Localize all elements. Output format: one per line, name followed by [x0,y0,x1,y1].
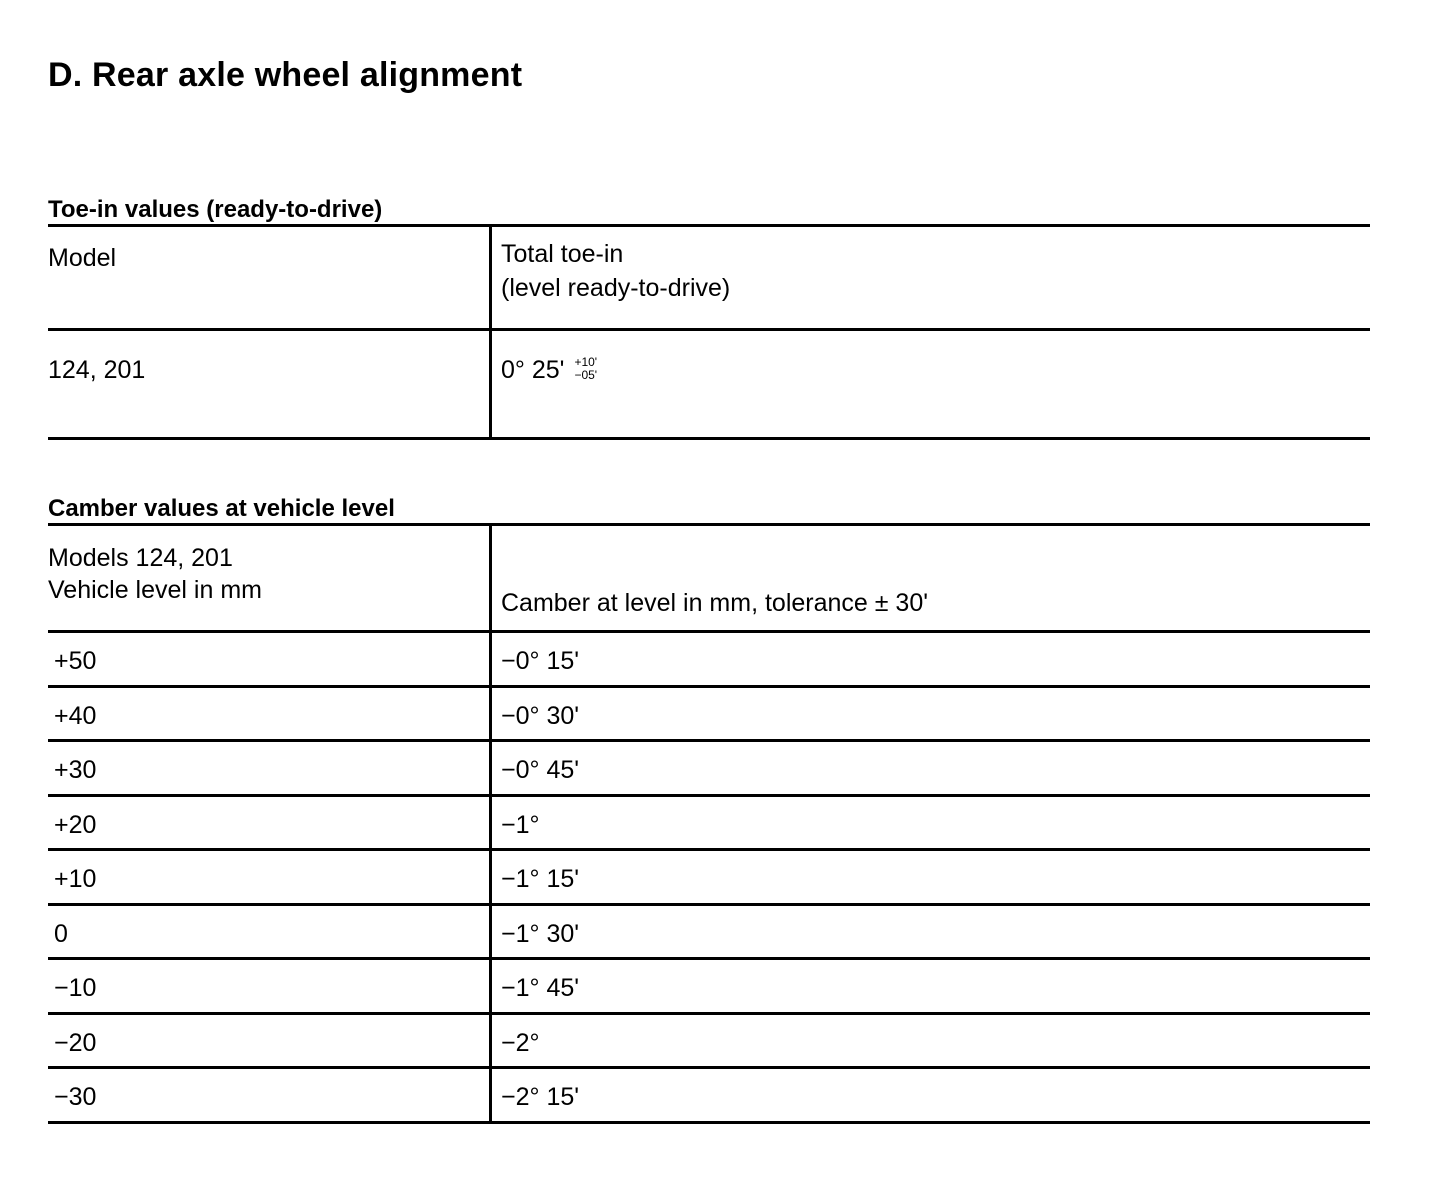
header-camber: Camber at level in mm, tolerance ± 30' [491,525,1371,632]
vehicle-level-cell: +30 [48,741,491,796]
camber-value-cell: −2° 15' [491,1068,1371,1123]
vehicle-level-cell: 0 [48,904,491,959]
tolerance-plus: +10' [574,355,598,370]
toe-table-caption: Toe-in values (ready-to-drive) [48,196,383,223]
camber-value-cell: −1° 30' [491,904,1371,959]
toe-in-table [48,224,1370,440]
table-row [48,959,1370,1014]
vehicle-level-cell: +40 [48,686,491,741]
tolerance-minus: −05' [574,368,598,383]
header-total-toe-in-line2: (level ready-to-drive) [501,274,731,302]
table-row [48,904,1370,959]
toe-in-tolerance [574,356,597,382]
vehicle-level-cell: −30 [48,1068,491,1123]
header-vehicle-level [48,525,491,632]
camber-value-cell: −1° 15' [491,850,1371,905]
page-title: D. Rear axle wheel alignment [48,56,523,94]
table-row [48,686,1370,741]
header-total-toe-in-line1: Total toe-in [501,240,624,268]
camber-value-cell: −1° 45' [491,959,1371,1014]
camber-table [48,523,1370,1124]
header-vehicle-level-line: Vehicle level in mm [48,576,262,604]
vehicle-level-cell: −20 [48,1013,491,1068]
header-total-toe-in [491,226,1371,330]
table-row [48,795,1370,850]
toe-in-value-cell [491,330,1371,439]
table-row [48,741,1370,796]
vehicle-level-cell: −10 [48,959,491,1014]
camber-table-body [48,632,1370,1123]
camber-value-cell: −0° 45' [491,741,1371,796]
table-row [48,632,1370,687]
table-row [48,1068,1370,1123]
header-model: Model [48,226,491,330]
camber-value-cell: −1° [491,795,1371,850]
table-row [48,330,1370,439]
camber-table-header-row [48,525,1370,632]
table-row [48,850,1370,905]
header-models-line: Models 124, 201 [48,544,233,572]
vehicle-level-cell: +50 [48,632,491,687]
toe-table-header-row [48,226,1370,330]
table-row [48,1013,1370,1068]
vehicle-level-cell: +10 [48,850,491,905]
toe-in-value: 0° 25' [501,356,565,384]
camber-value-cell: −2° [491,1013,1371,1068]
vehicle-level-cell: +20 [48,795,491,850]
camber-table-caption: Camber values at vehicle level [48,495,395,522]
model-cell: 124, 201 [48,330,491,439]
camber-value-cell: −0° 30' [491,686,1371,741]
camber-value-cell: −0° 15' [491,632,1371,687]
